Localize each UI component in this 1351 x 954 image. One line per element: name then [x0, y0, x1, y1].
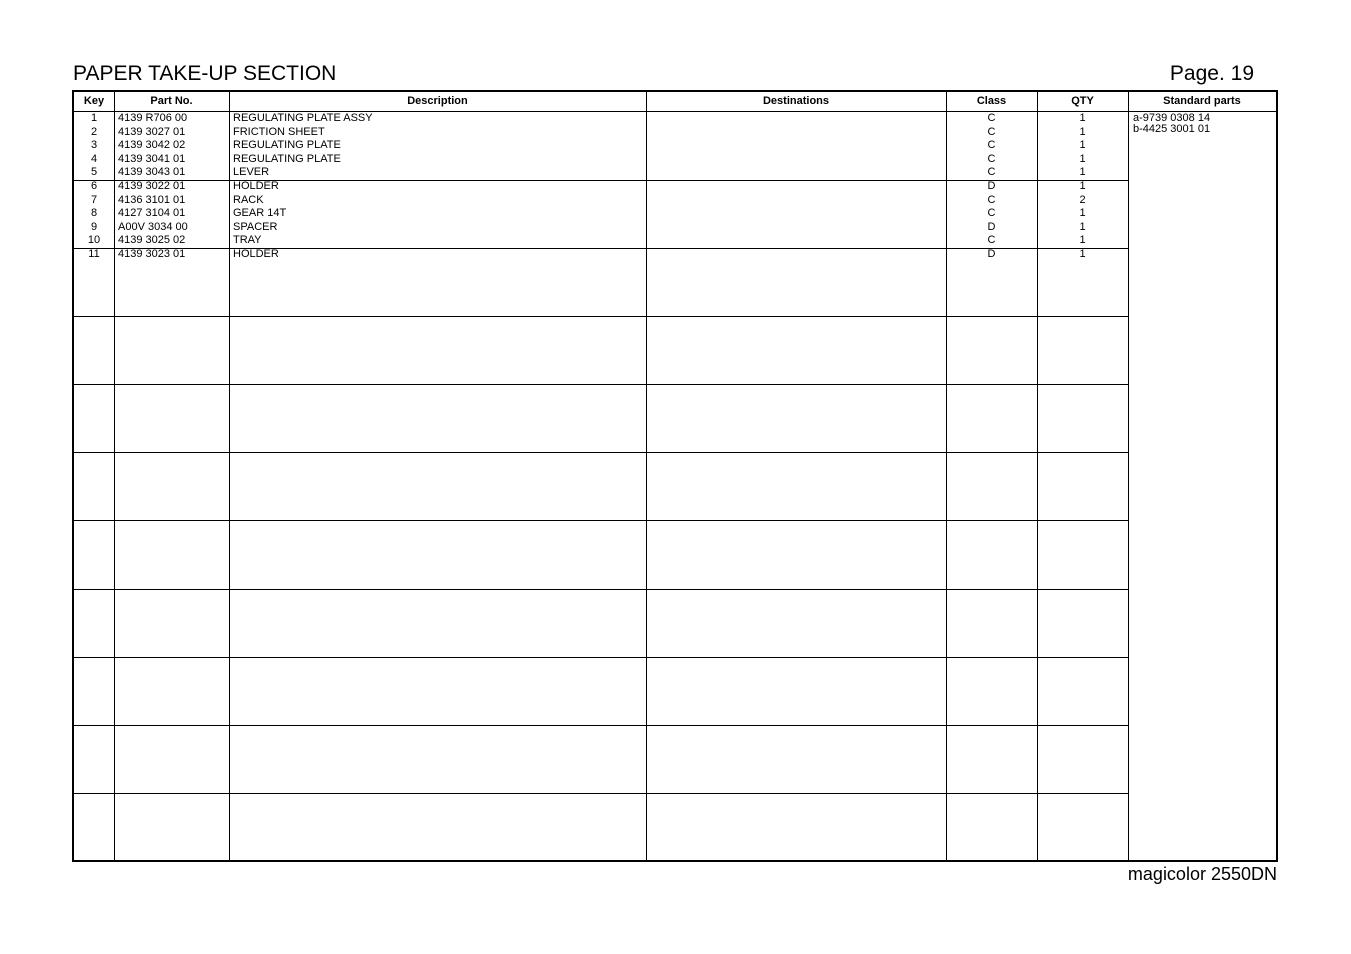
- row-part-no: 4139 3041 01: [118, 152, 186, 165]
- row-qty: 1: [1079, 207, 1086, 220]
- row-group-divider: [74, 793, 1128, 794]
- row-class: C: [987, 152, 996, 165]
- row-key: 3: [90, 139, 98, 152]
- row-group-divider: [74, 452, 1128, 453]
- row-class: D: [987, 180, 996, 192]
- row-qty: 1: [1079, 125, 1086, 138]
- row-class: C: [987, 193, 996, 206]
- row-group-divider: [74, 589, 1128, 590]
- row-class: D: [987, 248, 996, 260]
- row-group-divider: [74, 384, 1128, 385]
- row-group-divider: [74, 725, 1128, 726]
- standard-part-item: a-9739 0308 14: [1133, 112, 1211, 124]
- row-part-no: 4139 3025 02: [118, 234, 186, 247]
- page-title: PAPER TAKE-UP SECTION: [73, 62, 337, 85]
- row-class: C: [987, 125, 996, 138]
- row-key: 5: [90, 166, 98, 179]
- column-header-destinations: Destinations: [646, 92, 946, 112]
- row-description: RACK: [233, 193, 264, 206]
- row-part-no: A00V 3034 00: [118, 220, 188, 233]
- row-qty: 2: [1079, 193, 1086, 206]
- row-class: C: [987, 112, 996, 124]
- row-group-divider: [74, 520, 1128, 521]
- row-description: SPACER: [233, 220, 278, 233]
- row-key: 11: [88, 248, 100, 260]
- row-part-no: 4139 3023 01: [118, 248, 186, 260]
- page-number: Page. 19: [1169, 62, 1254, 85]
- row-qty: 1: [1079, 166, 1086, 179]
- row-group-divider: [74, 657, 1128, 658]
- row-key: 9: [90, 220, 98, 233]
- row-class: C: [987, 139, 996, 152]
- row-part-no: 4139 3022 01: [118, 180, 186, 192]
- standard-part-item: b-4425 3001 01: [1133, 123, 1211, 135]
- row-qty: 1: [1079, 112, 1086, 124]
- column-header-key: Key: [74, 92, 114, 112]
- row-part-no: 4139 3043 01: [118, 166, 186, 179]
- column-header-qty: QTY: [1037, 92, 1128, 112]
- column-divider: [646, 92, 647, 860]
- row-key: 10: [87, 234, 101, 247]
- row-key: 6: [90, 180, 98, 192]
- row-part-no: 4139 3027 01: [118, 125, 186, 138]
- column-header-description: Description: [229, 92, 646, 112]
- column-divider: [114, 92, 115, 860]
- row-description: REGULATING PLATE: [233, 139, 341, 152]
- row-class: D: [987, 220, 996, 233]
- row-qty: 1: [1079, 248, 1086, 260]
- row-class: C: [987, 234, 996, 247]
- row-qty: 1: [1079, 234, 1086, 247]
- row-group-divider: [74, 316, 1128, 317]
- row-qty: 1: [1079, 152, 1086, 165]
- row-key: 7: [90, 193, 98, 206]
- row-part-no: 4127 3104 01: [118, 207, 186, 220]
- row-part-no: 4136 3101 01: [118, 193, 186, 206]
- row-description: HOLDER: [233, 180, 279, 192]
- row-description: GEAR 14T: [233, 207, 287, 220]
- row-description: FRICTION SHEET: [233, 125, 325, 138]
- row-description: TRAY: [233, 234, 262, 247]
- row-class: C: [987, 166, 996, 179]
- row-class: C: [987, 207, 996, 220]
- row-key: 8: [90, 207, 98, 220]
- row-description: HOLDER: [233, 248, 279, 260]
- column-divider: [1128, 92, 1129, 860]
- row-description: REGULATING PLATE ASSY: [233, 112, 373, 124]
- row-description: LEVER: [233, 166, 270, 179]
- column-divider: [229, 92, 230, 860]
- row-description: REGULATING PLATE: [233, 152, 341, 165]
- column-header-part-no: Part No.: [114, 92, 229, 112]
- parts-table: [72, 90, 1278, 862]
- row-part-no: 4139 R706 00: [118, 112, 188, 124]
- column-header-standard-parts: Standard parts: [1128, 92, 1276, 112]
- row-key: 2: [90, 125, 98, 138]
- row-part-no: 4139 3042 02: [118, 139, 186, 152]
- row-key: 1: [90, 112, 98, 124]
- model-name: magicolor 2550DN: [1127, 864, 1277, 884]
- column-header-class: Class: [946, 92, 1037, 112]
- row-qty: 1: [1079, 180, 1086, 192]
- row-qty: 1: [1079, 220, 1086, 233]
- row-qty: 1: [1079, 139, 1086, 152]
- row-key: 4: [90, 152, 98, 165]
